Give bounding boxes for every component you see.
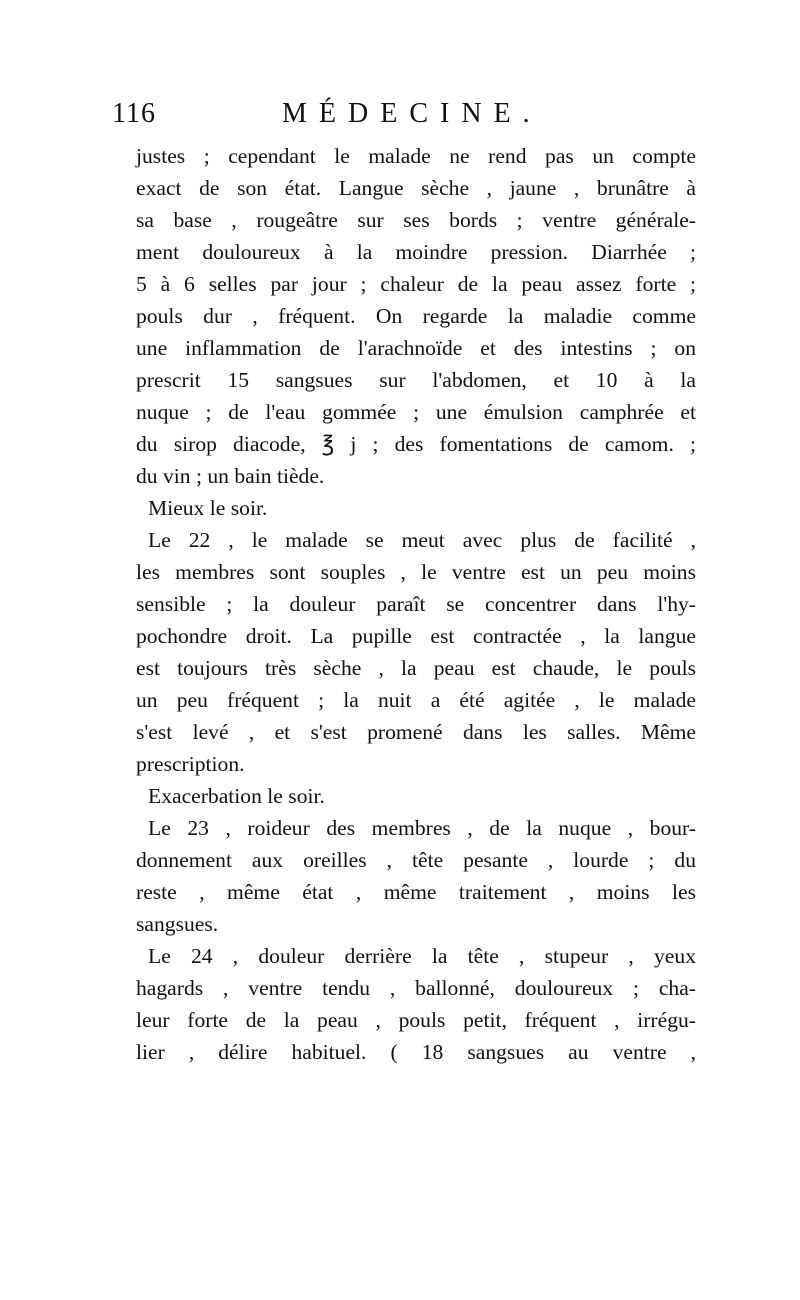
text-line: est toujours très sèche , la peau est chaude, le pouls (136, 656, 696, 680)
text-line: Exacerbation le soir. (148, 784, 325, 808)
text-line: sangsues. (136, 912, 219, 936)
text-line: donnement aux oreilles , tête pesante , lourde ; du (136, 848, 696, 872)
text-line: sensible ; la douleur paraît se concentrer dans l'hy- (136, 592, 696, 616)
text-line: du sirop diacode, ℥ j ; des fomentations de camom. ; (136, 432, 696, 456)
text-line: une inflammation de l'arachnoïde et des intestins ; on (136, 336, 696, 360)
text-line: du vin ; un bain tiède. (136, 464, 325, 488)
text-line: les membres sont souples , le ventre est un peu moins (136, 560, 696, 584)
text-line: nuque ; de l'eau gommée ; une émulsion camphrée et (136, 400, 696, 424)
text-line: Le 24 , douleur derrière la tête , stupeur , yeux (148, 944, 696, 968)
text-line: ment douloureux à la moindre pression. Diarrhée ; (136, 240, 696, 264)
text-line: prescription. (136, 752, 245, 776)
body-text (136, 140, 696, 1068)
text-line: Mieux le soir. (148, 496, 268, 520)
running-title: MÉDECINE. (282, 98, 542, 129)
page-number: 116 (112, 98, 156, 129)
text-line: prescrit 15 sangsues sur l'abdomen, et 10 à la (136, 368, 696, 392)
text-line: pochondre droit. La pupille est contractée , la langue (136, 624, 696, 648)
text-line: lier , délire habituel. ( 18 sangsues au ventre , (136, 1040, 696, 1064)
text-line: reste , même état , même traitement , moins les (136, 880, 696, 904)
text-line: Le 23 , roideur des membres , de la nuque , bour- (148, 816, 696, 840)
text-line: justes ; cependant le malade ne rend pas un compte (136, 144, 696, 168)
text-line: leur forte de la peau , pouls petit, fréquent , irrégu- (136, 1008, 696, 1032)
page-header (112, 96, 692, 136)
text-line: Le 22 , le malade se meut avec plus de facilité , (148, 528, 696, 552)
text-line: pouls dur , fréquent. On regarde la maladie comme (136, 304, 696, 328)
text-line: 5 à 6 selles par jour ; chaleur de la peau assez forte ; (136, 272, 696, 296)
text-line: hagards , ventre tendu , ballonné, douloureux ; cha- (136, 976, 696, 1000)
text-line: un peu fréquent ; la nuit a été agitée , le malade (136, 688, 696, 712)
text-line: s'est levé , et s'est promené dans les salles. Même (136, 720, 696, 744)
text-line: exact de son état. Langue sèche , jaune , brunâtre à (136, 176, 696, 200)
text-line: sa base , rougeâtre sur ses bords ; ventre générale- (136, 208, 696, 232)
